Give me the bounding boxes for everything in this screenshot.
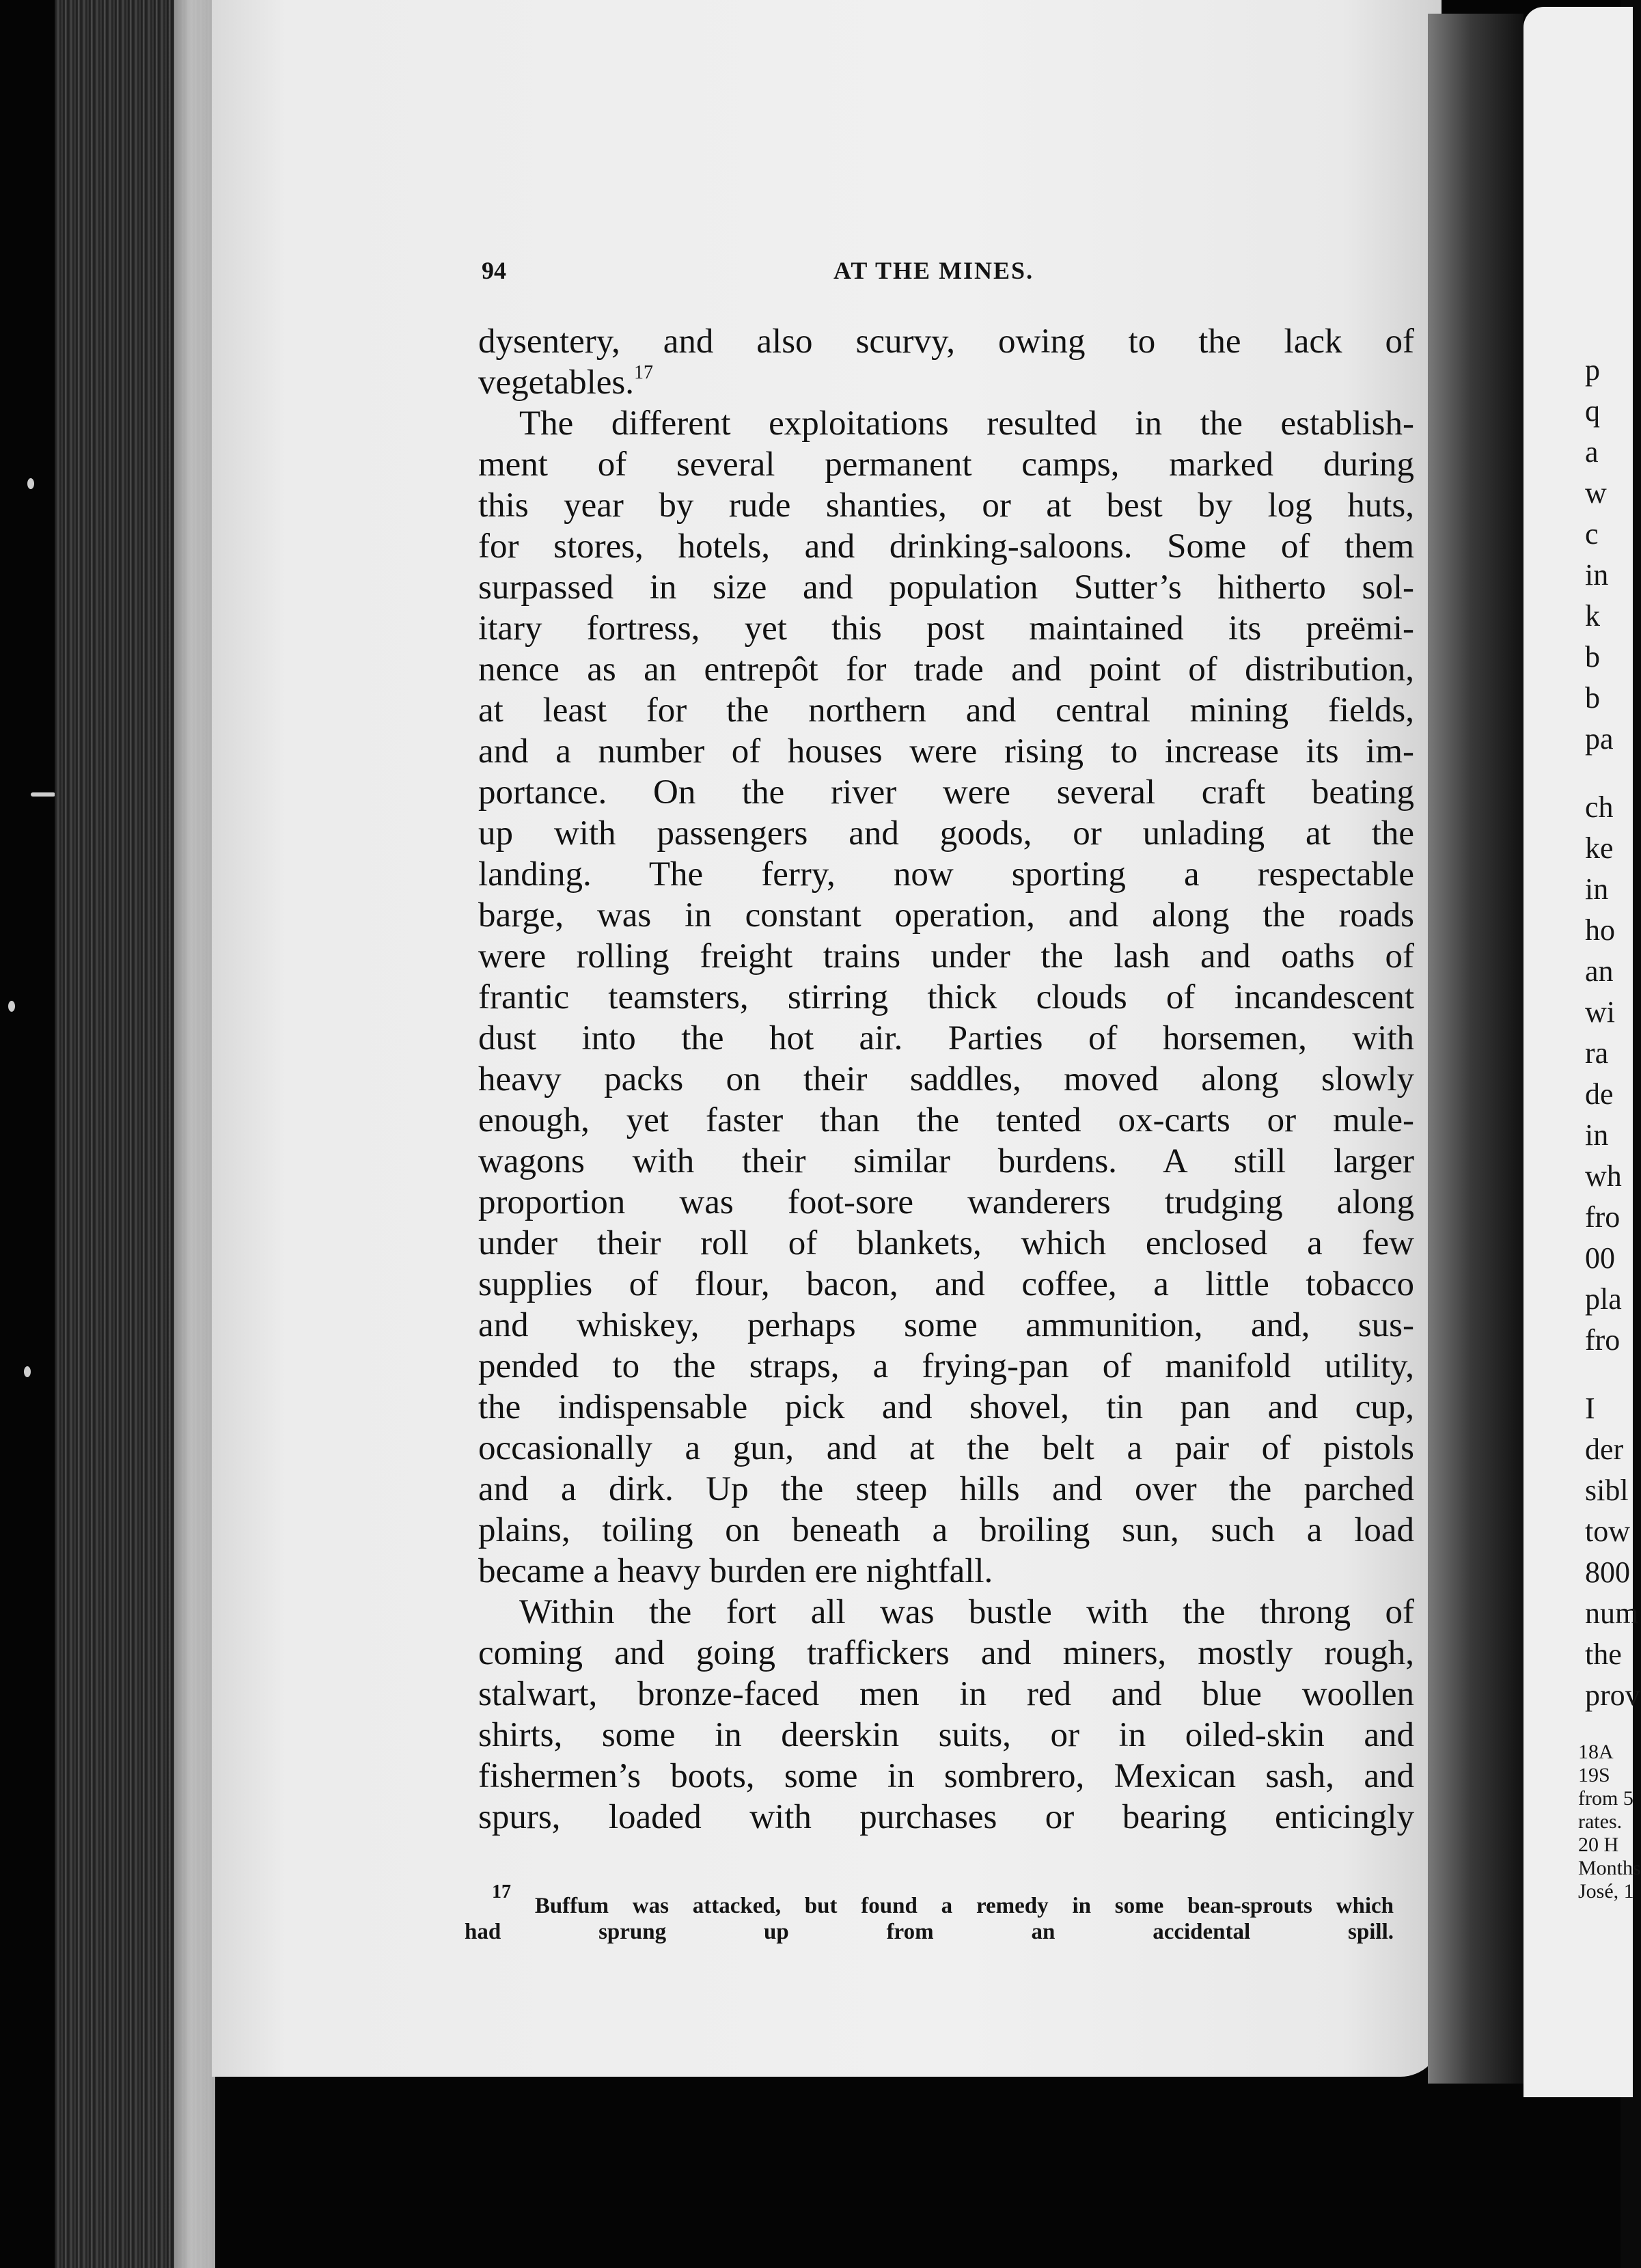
text-line: itary fortress, yet this post maintained its preëmi- bbox=[478, 609, 1414, 648]
binding-mark bbox=[8, 1001, 15, 1012]
text-line: vegetables.$^{17}$ bbox=[478, 362, 653, 402]
text-line: shirts, some in deerskin suits, or in oiled-skin and bbox=[478, 1716, 1414, 1754]
text-line: plains, toiling on beneath a broiling sun, such a load bbox=[478, 1511, 1414, 1549]
facing-page-line: p bbox=[1585, 353, 1600, 387]
facing-page-line: a bbox=[1585, 435, 1599, 469]
facing-page-line: de bbox=[1585, 1077, 1614, 1111]
facing-page-line: in bbox=[1585, 872, 1609, 906]
facing-page-line: wh bbox=[1585, 1159, 1622, 1193]
footnote-marker: 17 bbox=[492, 1881, 511, 1903]
facing-page-line: b bbox=[1585, 640, 1600, 674]
facing-page-line: an bbox=[1585, 954, 1614, 988]
page-number: 94 bbox=[482, 257, 506, 284]
footnote-line: $^{17}$ Buffum was attacked, but found a remedy in some bean-sprouts which bbox=[492, 1881, 1394, 1918]
text-line: the indispensable pick and shovel, tin pan and cup, bbox=[478, 1388, 1414, 1426]
facing-page-line: 00 bbox=[1585, 1241, 1615, 1275]
text-line: Within the fort all was bustle with the throng of bbox=[519, 1593, 1414, 1631]
facing-page-footnote: 18A bbox=[1578, 1741, 1614, 1763]
text-line: this year by rude shanties, or at best by log huts, bbox=[478, 486, 1414, 525]
facing-page-line: the bbox=[1585, 1637, 1622, 1671]
text-line: stalwart, bronze-faced men in red and blue woollen bbox=[478, 1675, 1414, 1713]
facing-page-line: in bbox=[1585, 558, 1609, 592]
text-line: for stores, hotels, and drinking-saloons. Some of them bbox=[478, 527, 1414, 566]
text-line: The different exploitations resulted in the establish- bbox=[519, 404, 1414, 443]
text-line: dysentery, and also scurvy, owing to the lack of bbox=[478, 322, 1414, 361]
text-line: ment of several permanent camps, marked during bbox=[478, 445, 1414, 484]
text-line: and a dirk. Up the steep hills and over the parched bbox=[478, 1470, 1414, 1508]
facing-page-footnote: Months bbox=[1578, 1857, 1641, 1879]
text-line: fishermen’s boots, some in sombrero, Mexican sash, and bbox=[478, 1757, 1414, 1795]
facing-page-line: in bbox=[1585, 1118, 1609, 1152]
facing-page-line: q bbox=[1585, 394, 1600, 428]
text-line: nence as an entrepôt for trade and point of distribution, bbox=[478, 650, 1414, 689]
text-line: barge, was in constant operation, and along the roads bbox=[478, 896, 1414, 935]
text-line: surpassed in size and population Sutter’s hitherto sol- bbox=[478, 568, 1414, 607]
text-line: pended to the straps, a frying-pan of manifold utility, bbox=[478, 1347, 1414, 1385]
facing-page-footnote: José, 1 bbox=[1578, 1880, 1634, 1903]
facing-page-line: I bbox=[1585, 1392, 1595, 1425]
text-line: heavy packs on their saddles, moved along slowly bbox=[478, 1060, 1414, 1098]
facing-page-line: pa bbox=[1585, 722, 1614, 756]
facing-page bbox=[1523, 7, 1641, 2097]
text-line: wagons with their similar burdens. A still larger bbox=[478, 1142, 1414, 1180]
body-text bbox=[478, 321, 1414, 1838]
facing-page-line: k bbox=[1585, 599, 1600, 633]
text-line: under their roll of blankets, which enclosed a few bbox=[478, 1224, 1414, 1262]
facing-page-line: sibl bbox=[1585, 1474, 1629, 1507]
text-line: occasionally a gun, and at the belt a pair of pistols bbox=[478, 1429, 1414, 1467]
binding-mark bbox=[31, 792, 55, 797]
facing-page-line: fro bbox=[1585, 1323, 1621, 1357]
footnote bbox=[465, 1881, 1394, 1945]
facing-page-line: pla bbox=[1585, 1282, 1622, 1316]
facing-page-line: prov bbox=[1585, 1678, 1640, 1712]
binding-area bbox=[0, 0, 55, 2268]
text-line: coming and going traffickers and miners, mostly rough, bbox=[478, 1634, 1414, 1672]
text-line: at least for the northern and central mining fields, bbox=[478, 691, 1414, 730]
binding-mark bbox=[24, 1366, 31, 1377]
facing-page-footnote: 19S bbox=[1578, 1764, 1610, 1786]
text-line: enough, yet faster than the tented ox-carts or mule- bbox=[478, 1101, 1414, 1139]
text-line: and a number of houses were rising to increase its im- bbox=[478, 732, 1414, 771]
gutter-shadow bbox=[1428, 14, 1523, 2084]
text-line: up with passengers and goods, or unlading at the bbox=[478, 814, 1414, 853]
page-edge-highlight bbox=[174, 0, 215, 2268]
facing-page-line: ho bbox=[1585, 913, 1615, 947]
text-line: proportion was foot-sore wanderers trudging along bbox=[478, 1183, 1414, 1221]
facing-page-footnote: 20 H bbox=[1578, 1834, 1619, 1856]
binding-mark bbox=[27, 478, 34, 489]
facing-page-line: ra bbox=[1585, 1036, 1609, 1070]
facing-page-footnote: from 5 bbox=[1578, 1787, 1633, 1810]
facing-page-line: tow bbox=[1585, 1515, 1630, 1548]
facing-page-line: num bbox=[1585, 1596, 1639, 1630]
facing-page-line: 800 bbox=[1585, 1555, 1630, 1589]
text-line: spurs, loaded with purchases or bearing enticingly bbox=[478, 1798, 1414, 1836]
text-line: were rolling freight trains under the lash and oaths of bbox=[478, 937, 1414, 976]
text-line: portance. On the river were several craft beating bbox=[478, 773, 1414, 812]
facing-page-line: b bbox=[1585, 681, 1600, 715]
text-line: and whiskey, perhaps some ammunition, and, sus- bbox=[478, 1306, 1414, 1344]
text-line: supplies of flour, bacon, and coffee, a little tobacco bbox=[478, 1265, 1414, 1303]
facing-page-footnote: rates. bbox=[1578, 1810, 1623, 1833]
facing-page-line: fro bbox=[1585, 1200, 1621, 1234]
facing-page-line: ke bbox=[1585, 831, 1614, 865]
text-line: landing. The ferry, now sporting a respectable bbox=[478, 855, 1414, 894]
text-line: frantic teamsters, stirring thick clouds of incandescent bbox=[478, 978, 1414, 1017]
facing-page-line: wi bbox=[1585, 995, 1615, 1029]
running-head: AT THE MINES. bbox=[833, 257, 1034, 284]
text-line: became a heavy burden ere nightfall. bbox=[478, 1552, 993, 1590]
facing-page-line: w bbox=[1585, 476, 1607, 510]
facing-page-line: c bbox=[1585, 517, 1599, 551]
footnote-line: had sprung up from an accidental spill. bbox=[465, 1920, 1394, 1944]
facing-page-line: der bbox=[1585, 1433, 1624, 1466]
facing-page-line: ch bbox=[1585, 790, 1614, 824]
footnote-reference: 17 bbox=[633, 362, 653, 383]
text-line: dust into the hot air. Parties of horsemen, with bbox=[478, 1019, 1414, 1057]
